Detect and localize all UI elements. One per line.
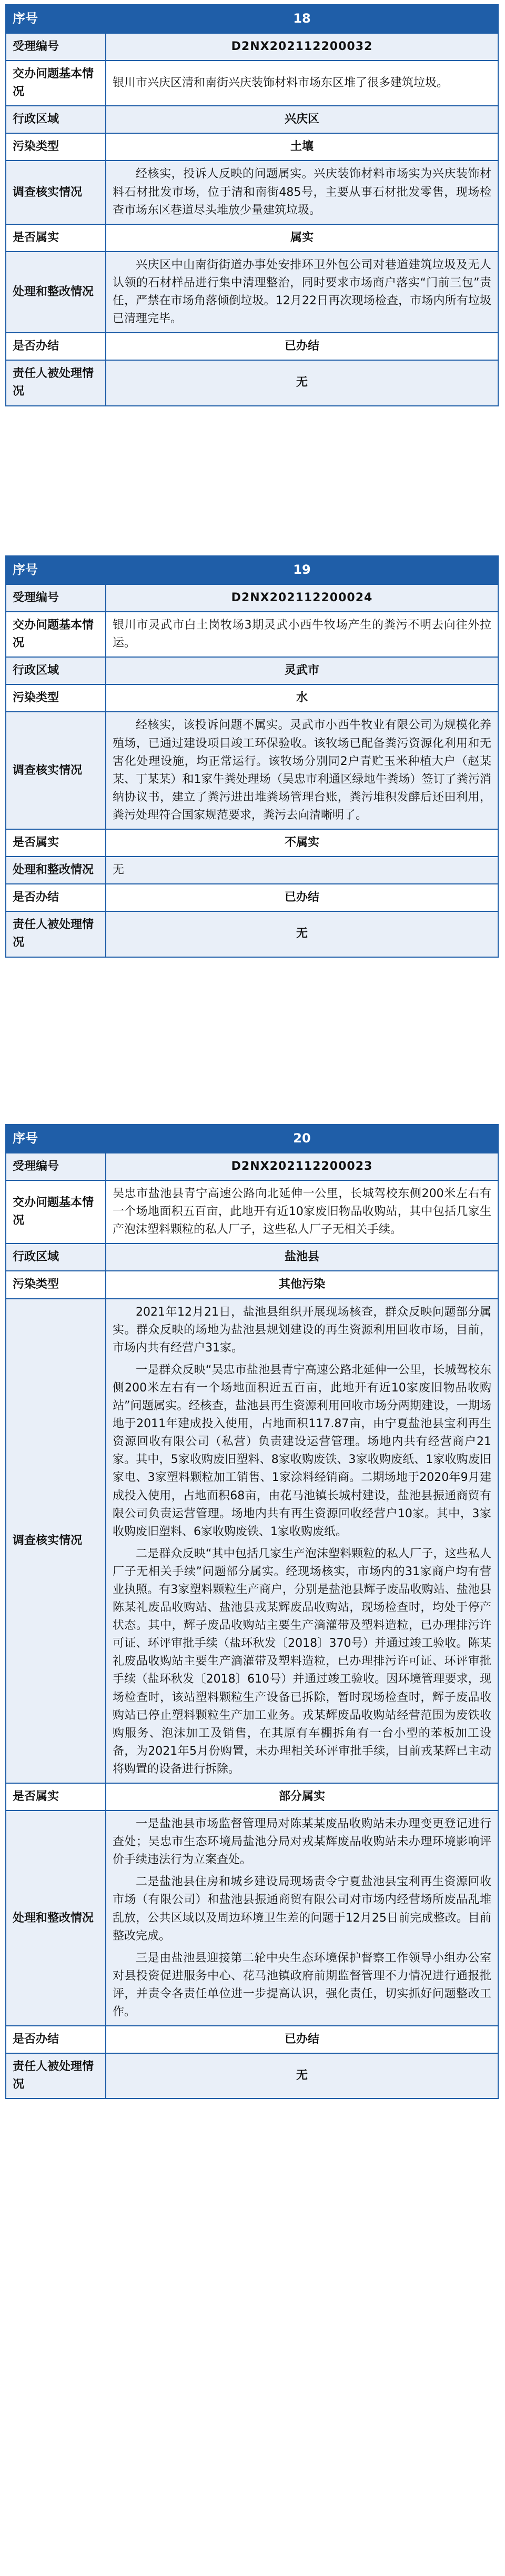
region-label: 行政区域 (6, 657, 106, 684)
handling-label: 处理和整改情况 (6, 252, 106, 333)
problem-label: 交办问题基本情况 (6, 1180, 106, 1244)
seq-label: 序号 (6, 5, 106, 33)
region-label: 行政区域 (6, 106, 106, 133)
responsible-value: 无 (106, 911, 498, 957)
paragraph: 三是由盐池县迎接第二轮中央生态环境保护督察工作领导小组办公室对县投资促进服务中心、花马池镇政府前期监督管理不力情况进行通报批评，并责令各责任单位进一步提高认识，强化责任，切实抓好问题整改工作。 (113, 1951, 491, 2019)
is-true-label: 是否属实 (6, 224, 106, 252)
is-closed-label: 是否办结 (6, 884, 106, 911)
is-closed-value: 已办结 (106, 884, 498, 911)
code-label: 受理编号 (6, 33, 106, 61)
investigation-value (106, 712, 498, 829)
is-closed-value: 已办结 (106, 333, 498, 360)
type-label: 污染类型 (6, 133, 106, 161)
region-value: 兴庆区 (106, 106, 498, 133)
paragraph: 二是群众反映“其中包括几家生产泡沫塑料颗粒的私人厂子，这些私人厂子无相关手续”问题部分属实。经现场核实，市场内的31家商户均有营业执照。有3家塑料颗粒生产商户，分别是盐池县辉子废品收购站、盐池县陈某礼废品收购站、盐池县戎某辉废品收购站，现场检查时，均处于停产状态。其中，辉子废品收购站主要生产滴灌带及塑料造粒，已办理排污许可证、环评审批手续（盐环秋发〔2018〕370号）并通过竣工验收。陈某礼废品收购站主要生产滴灌带及塑料造粒，已办理排污许可证、环评审批手续（盐环秋发〔2018〕610号）并通过竣工验收。因环境管理要求，现场检查时，该站塑料颗粒生产设备已拆除，暂时现场检查时，辉子废品收购站已停止塑料颗粒生产加工业务。戎某辉废品收购站经营范围为废铁收购服务、泡沫加工及销售，在其原有车棚拆角有一台小型的苯板加工设备，为2021年5月份购置，未办理相关环评审批手续，目前戎某辉已主动将购置的设备进行拆除。 (113, 1547, 491, 1776)
responsible-label: 责任人被处理情况 (6, 360, 106, 405)
region-value: 灵武市 (106, 657, 498, 684)
investigation-value (106, 1299, 498, 1783)
case-table-19 (5, 555, 499, 958)
handling-label: 处理和整改情况 (6, 1811, 106, 2026)
is-true-label: 是否属实 (6, 1783, 106, 1811)
paragraph: 一是盐池县市场监督管理局对陈某某废品收购站未办理变更登记进行查处；吴忠市生态环境局盐池分局对戎某辉废品收购站未办理环境影响评价手续违法行为立案查处。 (113, 1817, 491, 1867)
responsible-label: 责任人被处理情况 (6, 911, 106, 957)
is-closed-label: 是否办结 (6, 333, 106, 360)
investigation-label: 调查核实情况 (6, 1299, 106, 1783)
type-label: 污染类型 (6, 684, 106, 712)
investigation-value (106, 161, 498, 224)
investigation-label: 调查核实情况 (6, 161, 106, 224)
is-true-value: 部分属实 (106, 1783, 498, 1811)
code-label: 受理编号 (6, 584, 106, 612)
case-table-18 (5, 4, 499, 406)
paragraph: 经核实，该投诉问题不属实。灵武市小西牛牧业有限公司为规模化养殖场，已通过建设项目竣工环保验收。该牧场已配备粪污资源化利用和无害化处理设施，均正常运行。该牧场分别同2户青贮玉米种植大户（赵某某、丁某某）和1家牛粪处理场（吴忠市利通区绿地牛粪场）签订了粪污消纳协议书，建立了粪污进出堆粪场管理台账，粪污堆积发酵后还田利用，粪污处理符合国家规范要求，粪污去向清晰明了。 (113, 719, 491, 822)
responsible-label: 责任人被处理情况 (6, 2053, 106, 2098)
problem-value: 银川市灵武市白土岗牧场3期灵武小西牛牧场产生的粪污不明去向往外拉运。 (106, 612, 498, 657)
problem-value: 吴忠市盐池县青宁高速公路向北延伸一公里，长城驾校东侧200米左右有一个场地面积五百亩，此地开有近10家废旧物品收购站，其中包括几家生产泡沫塑料颗粒的私人厂子，这些私人厂子无相关手续。 (106, 1180, 498, 1244)
responsible-value: 无 (106, 360, 498, 405)
handling-value (106, 252, 498, 333)
region-value: 盐池县 (106, 1244, 498, 1271)
handling-label: 处理和整改情况 (6, 857, 106, 884)
code-value: D2NX202112200023 (106, 1153, 498, 1180)
seq-label: 序号 (6, 1125, 106, 1153)
is-closed-label: 是否办结 (6, 2026, 106, 2053)
problem-label: 交办问题基本情况 (6, 612, 106, 657)
paragraph: 兴庆区中山南街街道办事处安排环卫外包公司对巷道建筑垃圾及无人认领的石材样品进行集中清理整治，同时要求市场商户落实“门前三包”责任，严禁在市场角落倾倒垃圾。12月22日再次现场检查，市场内所有垃圾已清理完毕。 (113, 258, 491, 326)
type-label: 污染类型 (6, 1271, 106, 1298)
type-value: 土壤 (106, 133, 498, 161)
type-value: 水 (106, 684, 498, 712)
seq-value: 20 (106, 1125, 498, 1153)
paragraph: 经核实，投诉人反映的问题属实。兴庆装饰材料市场实为兴庆装饰材料石材批发市场，位于清和南街485号，主要从事石材批发零售，现场检查市场东区巷道尽头堆放少量建筑垃圾。 (113, 167, 491, 217)
is-closed-value: 已办结 (106, 2026, 498, 2053)
code-value: D2NX202112200024 (106, 584, 498, 612)
investigation-label: 调查核实情况 (6, 712, 106, 829)
paragraph: 2021年12月21日，盐池县组织开展现场核查，群众反映问题部分属实。群众反映的场地为盐池县规划建设的再生资源利用回收市场，目前，市场内共有经营户31家。 (113, 1305, 491, 1355)
code-label: 受理编号 (6, 1153, 106, 1180)
seq-value: 19 (106, 556, 498, 584)
paragraph: 无 (113, 863, 125, 877)
handling-value (106, 1811, 498, 2026)
type-value: 其他污染 (106, 1271, 498, 1298)
seq-value: 18 (106, 5, 498, 33)
seq-label: 序号 (6, 556, 106, 584)
region-label: 行政区域 (6, 1244, 106, 1271)
problem-label: 交办问题基本情况 (6, 61, 106, 106)
responsible-value: 无 (106, 2053, 498, 2098)
is-true-value: 不属实 (106, 829, 498, 857)
case-table-20 (5, 1124, 499, 2099)
paragraph: 一是群众反映“吴忠市盐池县青宁高速公路北延伸一公里，长城驾校东侧200米左右有一个场地面积近五百亩，此地开有近10家废旧物品收购站”问题属实。经核查，盐池县再生资源利用回收市场分两期建设，一期场地于2011年建成投入使用，占地面积117.87亩，由宁夏盐池县宝利再生资源回收有限公司（私营）负责建设运营管理。场地内共有经营商户21家。其中，5家收购废旧塑料、8家收购废铁、3家收购废纸、1家收购废旧家电、3家塑料颗粒加工销售、1家涂料经销商。二期场地于2020年9月建成投入使用，占地面积68亩，由花马池镇长城村建设，盐池县振通商贸有限公司负责运营管理。场地内共有再生资源回收经营户10家。其中，3家收购废旧塑料、6家收购废铁、1家收购废纸。 (113, 1363, 491, 1538)
is-true-value: 属实 (106, 224, 498, 252)
problem-value: 银川市兴庆区清和南街兴庆装饰材料市场东区堆了很多建筑垃圾。 (106, 61, 498, 106)
is-true-label: 是否属实 (6, 829, 106, 857)
code-value: D2NX202112200032 (106, 33, 498, 61)
paragraph: 二是盐池县住房和城乡建设局现场责令宁夏盐池县宝利再生资源回收市场（有限公司）和盐池县振通商贸有限公司对市场内经营场所废品乱堆乱放，公共区域以及周边环境卫生差的问题于12月25日前完成整改。目前整改完成。 (113, 1875, 491, 1943)
handling-value (106, 857, 498, 884)
